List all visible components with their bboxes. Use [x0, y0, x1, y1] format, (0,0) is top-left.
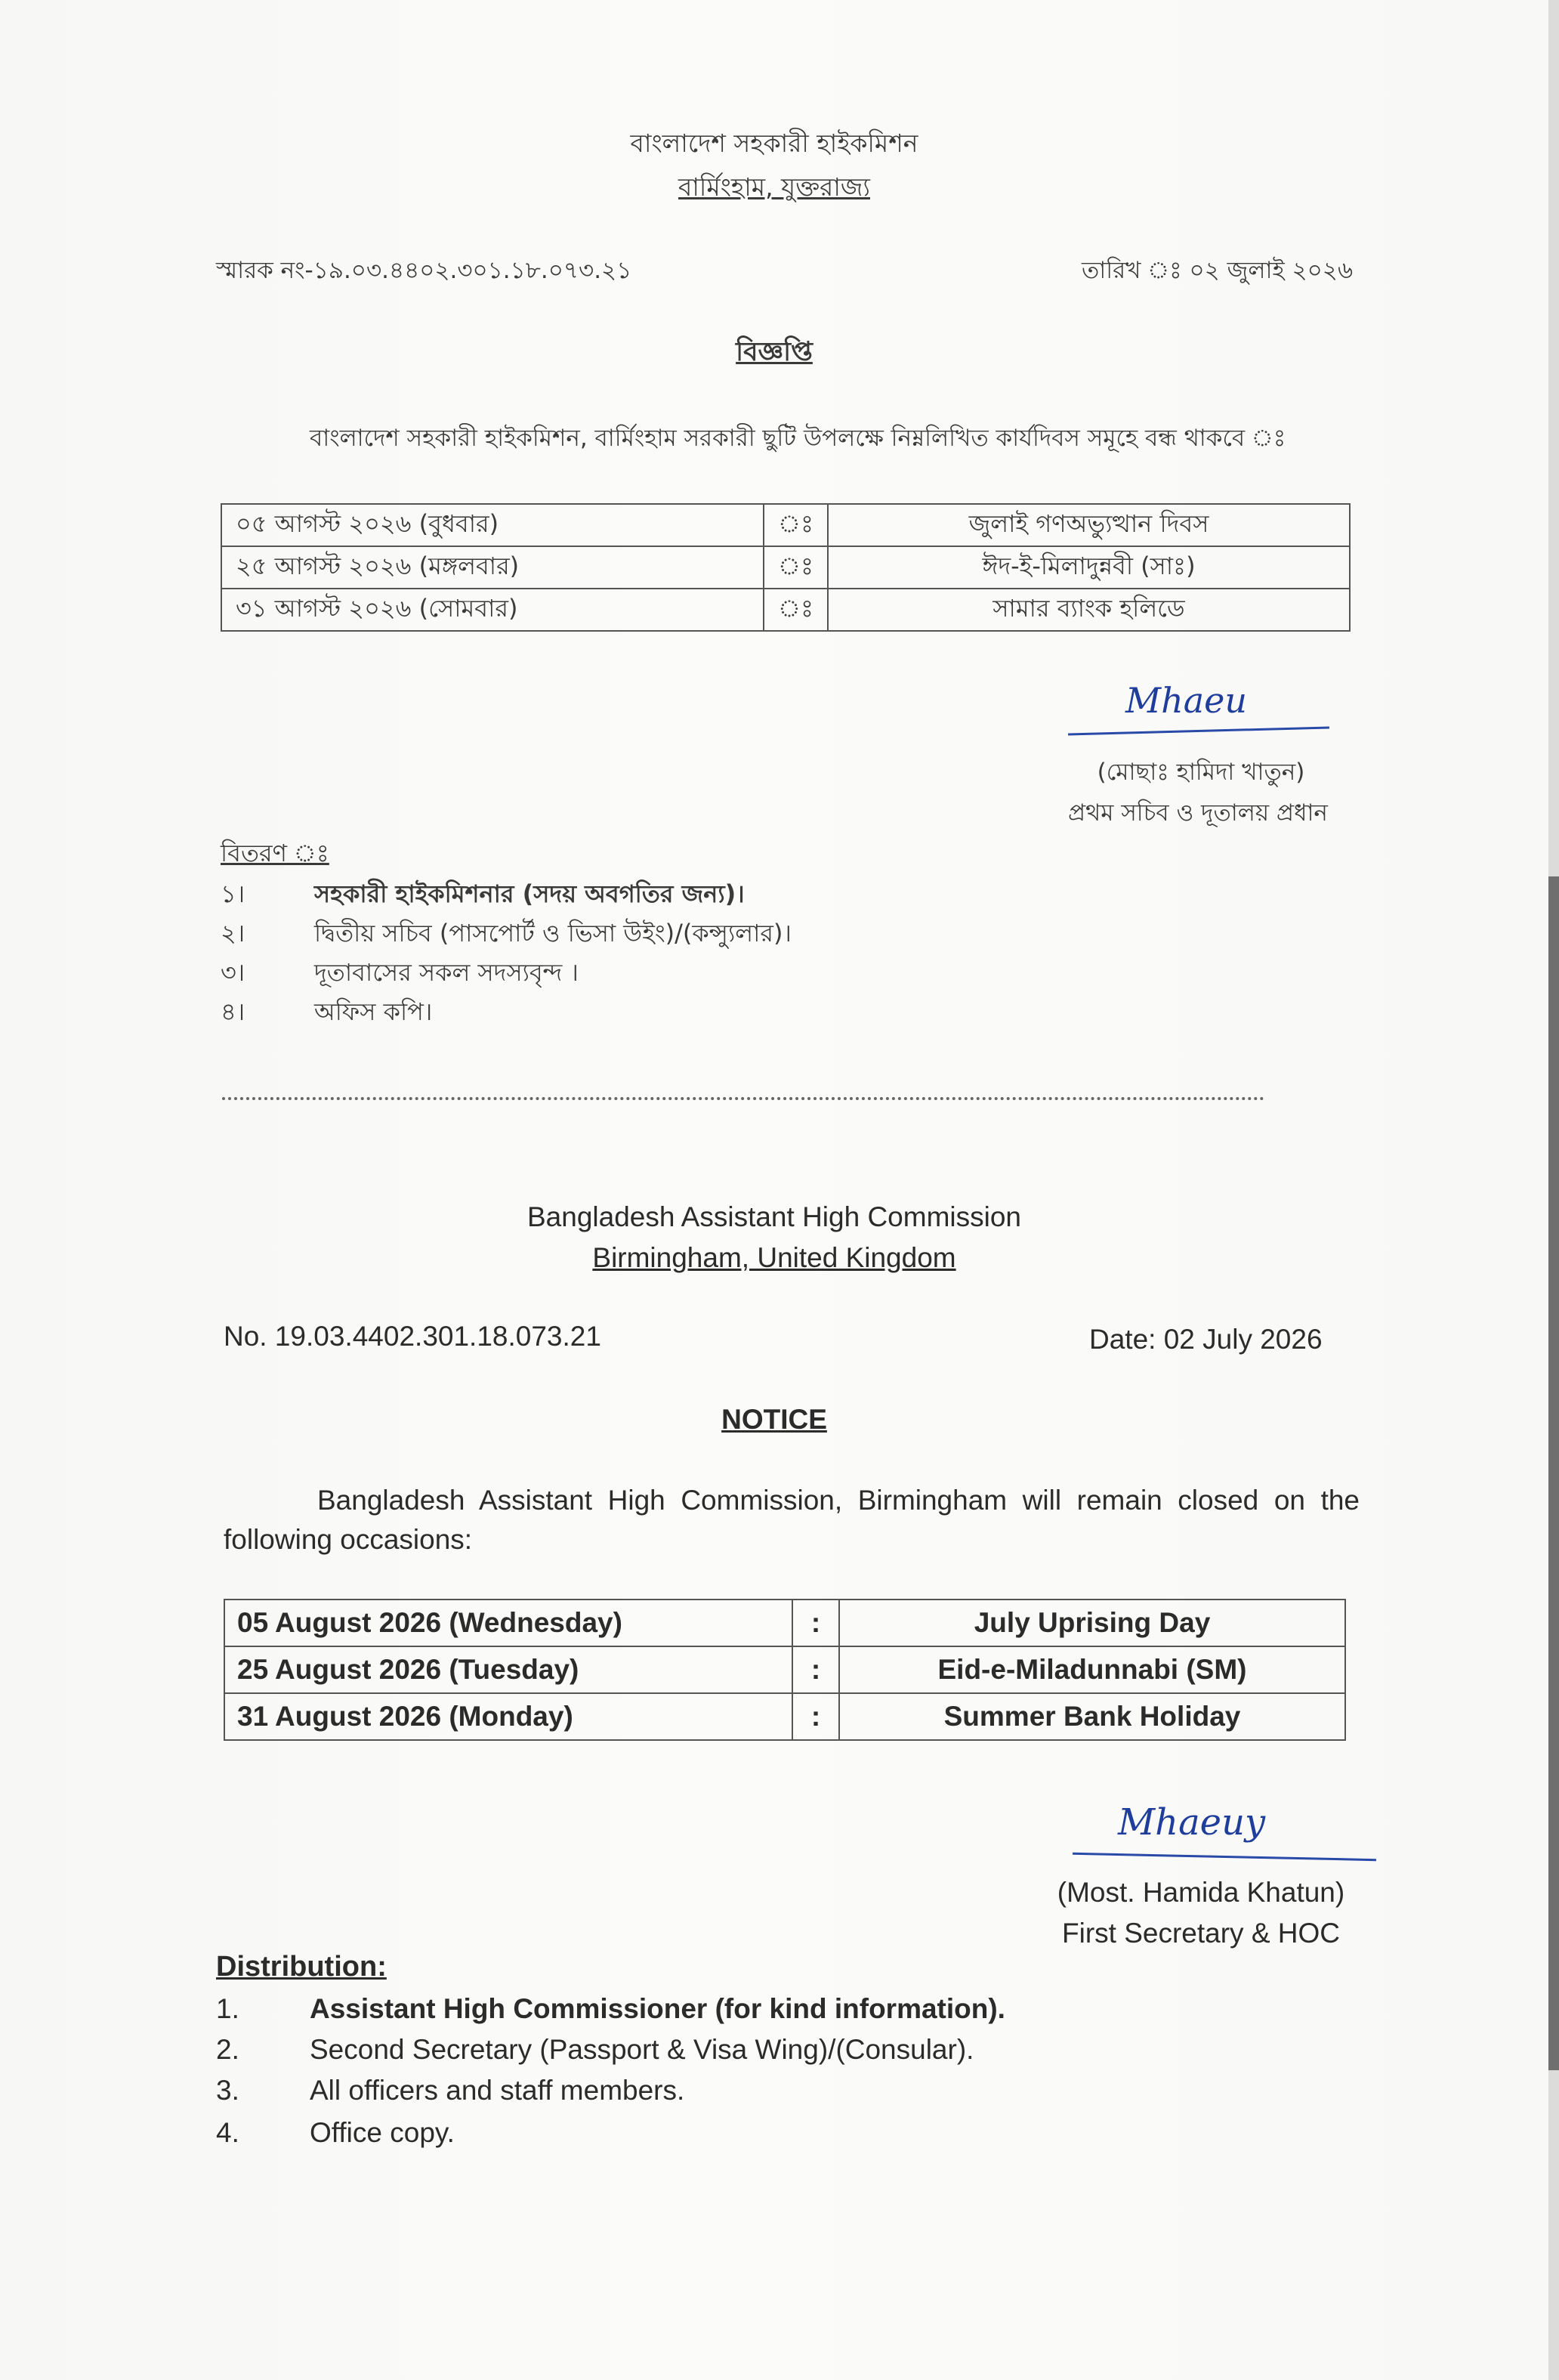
bn-holiday-table	[221, 503, 1351, 632]
en-location-text: Birmingham, United Kingdom	[592, 1242, 956, 1273]
list-number: ১।	[221, 879, 245, 908]
bn-handwritten-signature: Mhaeu	[1125, 680, 1247, 721]
list-number: 3.	[216, 2075, 239, 2106]
bn-notice-title-text: বিজ্ঞপ্তি	[736, 337, 813, 367]
holiday-date: ৩১ আগস্ট ২০২৬ (সোমবার)	[221, 589, 764, 631]
list-number: 1.	[216, 1993, 239, 2024]
table-row	[224, 1693, 1345, 1740]
holiday-separator: :	[792, 1646, 839, 1693]
holiday-date: 31 August 2026 (Monday)	[224, 1693, 792, 1740]
holiday-name: Eid-e-Miladunnabi (SM)	[839, 1646, 1345, 1693]
en-notice-title-text: NOTICE	[721, 1404, 827, 1435]
holiday-date: ০৫ আগস্ট ২০২৬ (বুধবার)	[221, 504, 764, 546]
holiday-separator: :	[792, 1693, 839, 1740]
table-row	[221, 504, 1350, 546]
list-number: ৩।	[221, 958, 245, 987]
list-text: সহকারী হাইকমিশনার (সদয় অবগতির জন্য)।	[314, 879, 745, 908]
list-text: দূতাবাসের সকল সদস্যবৃন্দ ।	[314, 958, 579, 987]
holiday-separator: :	[792, 1600, 839, 1646]
bn-date: তারিখ ঃ ০২ জুলাই ২০২৬	[1082, 257, 1354, 284]
en-location	[0, 1242, 1548, 1274]
list-number: 4.	[216, 2117, 239, 2148]
bn-signature-underline	[1068, 726, 1329, 735]
list-number: ৪।	[221, 997, 245, 1026]
list-text: Assistant High Commissioner (for kind information).	[310, 1993, 1005, 2024]
section-divider	[222, 1097, 1264, 1100]
holiday-name: ঈদ-ই-মিলাদুন্নবী (সাঃ)	[828, 546, 1350, 589]
table-row	[221, 589, 1350, 631]
list-text: Office copy.	[310, 2117, 455, 2148]
holiday-name: Summer Bank Holiday	[839, 1693, 1345, 1740]
table-row	[224, 1600, 1345, 1646]
en-notice-title	[0, 1404, 1548, 1436]
bn-organization-name: বাংলাদেশ সহকারী হাইকমিশন	[630, 128, 918, 158]
en-date: Date: 02 July 2026	[1089, 1324, 1323, 1355]
list-number: ২।	[221, 919, 245, 947]
list-text: All officers and staff members.	[310, 2075, 685, 2106]
bn-signatory-name: (মোছাঃ হামিদা খাতুন)	[1097, 759, 1305, 786]
table-row	[224, 1646, 1345, 1693]
holiday-separator: ঃ	[764, 504, 828, 546]
en-reference-number: No. 19.03.4402.301.18.073.21	[224, 1321, 601, 1352]
holiday-separator: ঃ	[764, 546, 828, 589]
table-row	[221, 546, 1350, 589]
holiday-name: July Uprising Day	[839, 1600, 1345, 1646]
holiday-date: 25 August 2026 (Tuesday)	[224, 1646, 792, 1693]
bn-notice-title	[0, 331, 1548, 376]
holiday-date: 05 August 2026 (Wednesday)	[224, 1600, 792, 1646]
bn-distribution-label: বিতরণ ঃ	[221, 839, 329, 867]
list-text: Second Secretary (Passport & Visa Wing)/(Consular).	[310, 2034, 974, 2065]
en-notice-text: Bangladesh Assistant High Commission, Birmingham will remain closed on the following occasions:	[224, 1485, 1360, 1555]
bn-signatory-title: প্রথম সচিব ও দূতালয় প্রধান	[1068, 799, 1328, 827]
holiday-separator: ঃ	[764, 589, 828, 631]
holiday-date: ২৫ আগস্ট ২০২৬ (মঙ্গলবার)	[221, 546, 764, 589]
en-handwritten-signature: Mhaeuy	[1118, 1801, 1266, 1844]
background-edge	[1548, 876, 1559, 2070]
holiday-name: সামার ব্যাংক হলিডে	[828, 589, 1350, 631]
en-signature-underline	[1073, 1853, 1376, 1861]
en-holiday-table	[224, 1599, 1346, 1741]
en-organization-name: Bangladesh Assistant High Commission	[527, 1201, 1021, 1232]
en-signatory-title: First Secretary & HOC	[1062, 1918, 1340, 1949]
holiday-name: জুলাই গণঅভ্যুত্থান দিবস	[828, 504, 1350, 546]
bn-notice-text: বাংলাদেশ সহকারী হাইকমিশন, বার্মিংহাম সরকারী ছুটি উপলক্ষে নিম্নলিখিত কার্যদিবস সমূহে বন্ধ থাকবে ঃ	[310, 425, 1286, 452]
list-text: দ্বিতীয় সচিব (পাসপোর্ট ও ভিসা উইং)/(কন্স্যুলার)।	[314, 919, 792, 947]
bn-reference-number: স্মারক নং-১৯.০৩.৪৪০২.৩০১.১৮.০৭৩.২১	[216, 257, 632, 284]
en-distribution-label: Distribution:	[216, 1951, 387, 1983]
en-signatory-name: (Most. Hamida Khatun)	[1057, 1877, 1345, 1908]
list-number: 2.	[216, 2034, 239, 2065]
bn-location-text: বার্মিংহাম, যুক্তরাজ্য	[678, 172, 870, 202]
list-text: অফিস কপি।	[314, 997, 433, 1026]
bn-location	[0, 168, 1548, 210]
